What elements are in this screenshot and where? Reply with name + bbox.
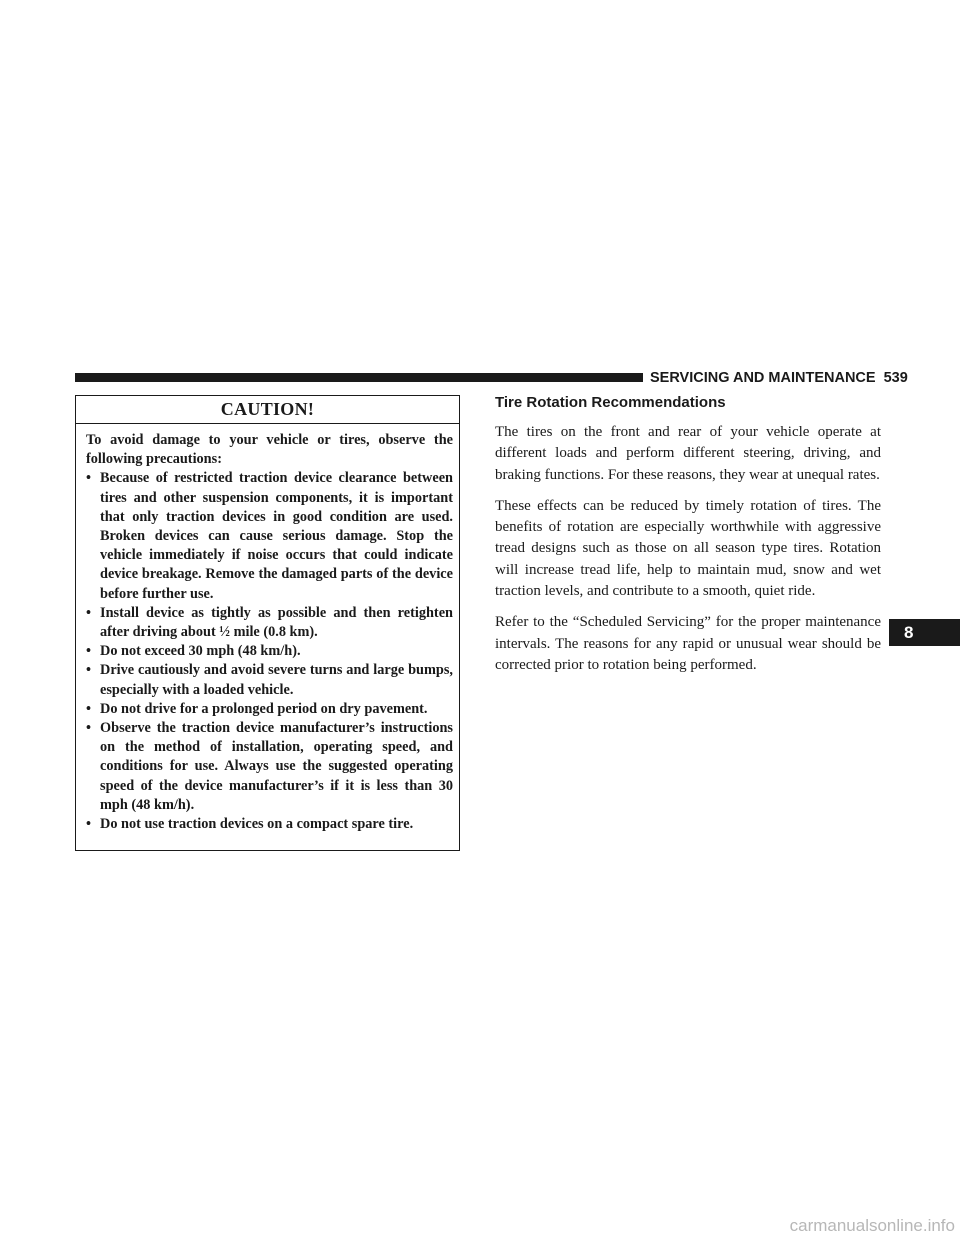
bullet-icon: • <box>86 604 92 621</box>
header-section-title: SERVICING AND MAINTENANCE <box>650 370 876 386</box>
watermark-text: carmanualsonline.info <box>789 1216 955 1235</box>
bullet-icon: • <box>86 700 92 717</box>
running-header <box>650 368 908 388</box>
body-paragraph: These effects can be reduced by timely rotation of tires. The benefits of rotation are especially worthwhile with aggressive tread designs such as those on all season type tires. Rotation will increase tread life, help to maintain mud, snow and wet traction levels, and contribute to a smooth, quiet ride. <box>495 497 881 600</box>
header-rule <box>75 373 643 382</box>
caution-item-text: Do not exceed 30 mph (48 km/h). <box>100 643 301 660</box>
caution-item-text: Because of restricted traction device clearance between tires and other suspension components, it is important that only traction devices in good condition are used. Broken devices can cause serious damage. Stop the vehicle immediately if noise occurs that could indicate device breakage. Remove the damaged parts of the device before further use. <box>100 470 453 602</box>
bullet-icon: • <box>86 643 92 660</box>
caution-item-text: Do not drive for a prolonged period on dry pavement. <box>100 700 428 717</box>
caution-title: CAUTION! <box>76 396 459 424</box>
caution-item-text: Observe the traction device manufacturer’s instructions on the method of installation, operating speed, and conditions for use. Always use the suggested operating speed of the device manufacturer’s if it is less than 30 mph (48 km/h). <box>100 720 453 813</box>
chapter-tab: 8 <box>889 619 960 646</box>
caution-item <box>86 469 453 603</box>
body-paragraph: Refer to the “Scheduled Servicing” for the proper maintenance intervals. The reasons for any rapid or unusual wear should be corrected prior to rotation being performed. <box>495 614 881 673</box>
body-paragraph: The tires on the front and rear of your vehicle operate at different loads and perform different steering, driving, and braking functions. For these reasons, they wear at unequal rates. <box>495 424 881 483</box>
bullet-icon: • <box>86 816 92 833</box>
main-column <box>495 393 881 686</box>
bullet-icon: • <box>86 470 92 487</box>
caution-item-text: Install device as tightly as possible and then retighten after driving about ½ mile (0.8 km). <box>100 604 453 641</box>
page-number: 539 <box>883 370 908 386</box>
caution-box <box>75 395 460 851</box>
caution-item-text: Drive cautiously and avoid severe turns and large bumps, especially with a loaded vehicle. <box>100 662 453 698</box>
caution-item <box>86 719 453 815</box>
caution-item-text: Do not use traction devices on a compact spare tire. <box>100 816 414 833</box>
caution-list <box>86 469 453 834</box>
caution-intro: To avoid damage to your vehicle or tires, observe the following precautions: <box>86 432 453 468</box>
caution-item <box>86 604 453 642</box>
caution-item <box>86 700 453 719</box>
caution-item <box>86 642 453 661</box>
bullet-icon: • <box>86 720 92 737</box>
bullet-icon: • <box>86 662 92 679</box>
section-heading: Tire Rotation Recommendations <box>495 394 726 411</box>
caution-item <box>86 661 453 699</box>
caution-body <box>76 424 459 834</box>
caution-item <box>86 815 453 834</box>
